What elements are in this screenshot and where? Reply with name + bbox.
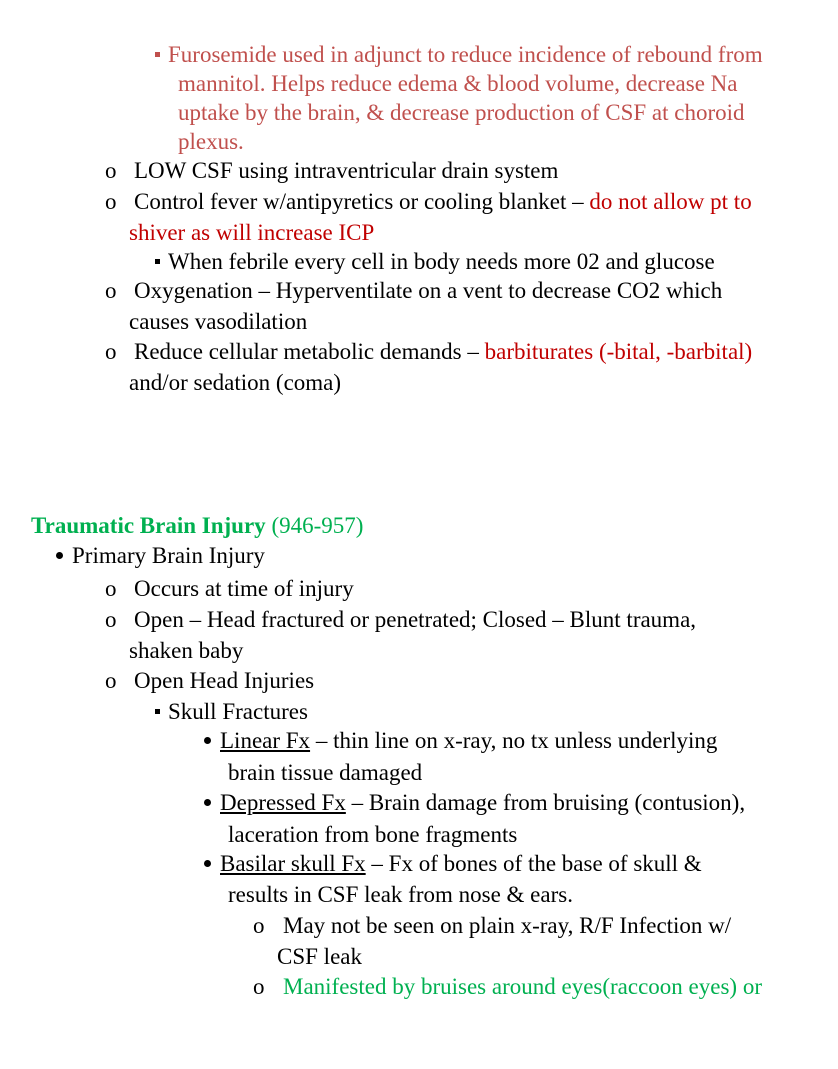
circle-bullet-icon: o — [105, 278, 117, 303]
oxygenation-line-2: causes vasodilation — [129, 309, 308, 334]
circle-bullet-icon: o — [105, 339, 117, 364]
circle-bullet-icon: o — [105, 158, 117, 183]
open-closed-line-1: Open – Head fractured or penetrated; Closed – Blunt trauma, — [134, 607, 697, 632]
tbi-pages: (946-957) — [271, 513, 364, 538]
metabolic-line-1 — [134, 337, 752, 367]
depressed-fx-term: Depressed Fx — [220, 790, 346, 815]
circle-bullet-icon: o — [253, 913, 265, 938]
metabolic-line-2: and/or sedation (coma) — [129, 370, 342, 395]
low-csf-item: LOW CSF using intraventricular drain system — [134, 158, 559, 183]
occurs-item: Occurs at time of injury — [134, 576, 354, 601]
linear-fx-term: Linear Fx — [220, 728, 311, 753]
basilar-fx-desc: – Fx of bones of the base of skull & — [365, 851, 702, 876]
manifested-item: Manifested by bruises around eyes(raccoon eyes) or — [283, 974, 762, 999]
square-bullet-icon — [155, 40, 160, 70]
square-bullet-icon — [155, 247, 160, 277]
fever-text: Control fever w/antipyretics or cooling blanket – — [134, 189, 590, 214]
dot-bullet-icon — [204, 788, 211, 818]
dot-bullet-icon — [204, 849, 211, 879]
basilar-fx-line-2: results in CSF leak from nose & ears. — [228, 882, 573, 907]
febrile-sub-item: When febrile every cell in body needs more 02 and glucose — [168, 249, 715, 274]
circle-bullet-icon: o — [105, 607, 117, 632]
open-closed-line-2: shaken baby — [129, 638, 244, 663]
dot-bullet-icon — [56, 541, 63, 571]
xray-line-2: CSF leak — [277, 944, 362, 969]
skull-fractures: Skull Fractures — [168, 699, 308, 724]
fever-line-1 — [134, 187, 752, 217]
open-head-injuries: Open Head Injuries — [134, 668, 315, 693]
circle-bullet-icon: o — [105, 189, 117, 214]
furosemide-line-3: uptake by the brain, & decrease production of CSF at choroid — [178, 100, 745, 125]
basilar-fx-line-1 — [220, 849, 702, 879]
oxygenation-line-1: Oxygenation – Hyperventilate on a vent to decrease CO2 which — [134, 278, 723, 303]
furosemide-line-4: plexus. — [178, 129, 244, 154]
fever-warning: do not allow pt to — [589, 189, 752, 214]
primary-brain-injury: Primary Brain Injury — [72, 543, 265, 568]
circle-bullet-icon: o — [105, 576, 117, 601]
metabolic-text: Reduce cellular metabolic demands – — [134, 339, 485, 364]
circle-bullet-icon: o — [253, 974, 265, 999]
barbiturates-text: barbiturates (-bital, -barbital) — [484, 339, 753, 364]
depressed-fx-desc: – Brain damage from bruising (contusion), — [345, 790, 746, 815]
linear-fx-line-1 — [220, 726, 717, 756]
linear-fx-desc: – thin line on x-ray, no tx unless underlying — [310, 728, 718, 753]
basilar-fx-term: Basilar skull Fx — [220, 851, 366, 876]
furosemide-line-1: Furosemide used in adjunct to reduce incidence of rebound from — [168, 42, 763, 67]
dot-bullet-icon — [204, 726, 211, 756]
circle-bullet-icon: o — [105, 668, 117, 693]
furosemide-line-2: mannitol. Helps reduce edema & blood volume, decrease Na — [178, 71, 738, 96]
fever-line-2: shiver as will increase ICP — [129, 220, 375, 245]
depressed-fx-line-1 — [220, 788, 745, 818]
tbi-heading — [31, 511, 363, 541]
xray-line-1: May not be seen on plain x-ray, R/F Infection w/ — [283, 913, 732, 938]
square-bullet-icon — [155, 697, 160, 727]
tbi-title: Traumatic Brain Injury — [31, 513, 266, 538]
depressed-fx-line-2: laceration from bone fragments — [228, 822, 518, 847]
linear-fx-line-2: brain tissue damaged — [228, 760, 423, 785]
